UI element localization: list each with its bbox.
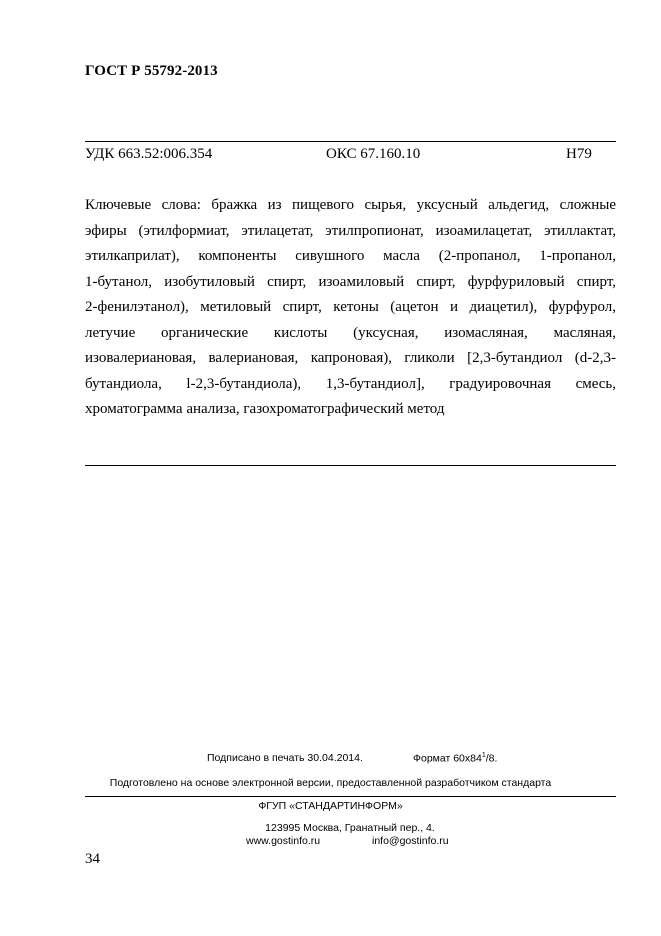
- oks-code: ОКС 67.160.10: [326, 146, 421, 162]
- publisher-address: 123995 Москва, Гранатный пер., 4.: [265, 822, 435, 834]
- udk-code: УДК 663.52:006.354: [85, 146, 213, 162]
- keywords-line: изовалериановая, валериановая, капроновая), гликоли [2,3-бутандиол (d-2,3-: [85, 350, 616, 366]
- top-divider: [85, 141, 616, 142]
- page-number: 34: [85, 851, 100, 867]
- keywords-paragraph: [85, 193, 616, 423]
- keywords-line: хроматограмма анализа, газохроматографический метод: [85, 401, 445, 417]
- publisher-email: info@gostinfo.ru: [372, 835, 449, 847]
- bottom-divider: [85, 465, 616, 466]
- keywords-line: эфиры (этилформиат, этилацетат, этилпропионат, изоамилацетат, этиллактат,: [85, 222, 616, 239]
- format-prefix: Формат 60x84: [413, 752, 482, 765]
- publisher-name: ФГУП «СТАНДАРТИНФОРМ»: [258, 800, 403, 812]
- prepared-note: Подготовлено на основе электронной версии, предоставленной разработчиком стандарта: [109, 777, 552, 789]
- keywords-line: Ключевые слова: бражка из пищевого сырья, уксусный альдегид, сложные: [85, 197, 616, 213]
- format-suffix: /8.: [485, 752, 498, 765]
- keywords-line: летучие органические кислоты (уксусная, изомасляная, масляная,: [85, 324, 616, 341]
- footer-divider: [85, 796, 616, 797]
- signed-for-print: Подписано в печать 30.04.2014.: [207, 752, 363, 764]
- keywords-line: бутандиола, l-2,3-бутандиола), 1,3-бутандиол], градуировочная смесь,: [85, 375, 616, 392]
- keywords-line: этилкаприлат), компоненты сивушного масла (2-пропанол, 1-пропанол,: [85, 248, 616, 264]
- classification-code: Н79: [566, 146, 592, 162]
- paper-format: [413, 752, 497, 765]
- keywords-line: 2-фенилэтанол), метиловый спирт, кетоны (ацетон и диацетил), фурфурол,: [85, 299, 616, 315]
- format-superscript: 1: [481, 752, 486, 759]
- publisher-website: www.gostinfo.ru: [246, 835, 321, 847]
- document-code: ГОСТ Р 55792-2013: [85, 63, 218, 79]
- keywords-line: 1-бутанол, изобутиловый спирт, изоамиловый спирт, фурфуриловый спирт,: [85, 273, 616, 290]
